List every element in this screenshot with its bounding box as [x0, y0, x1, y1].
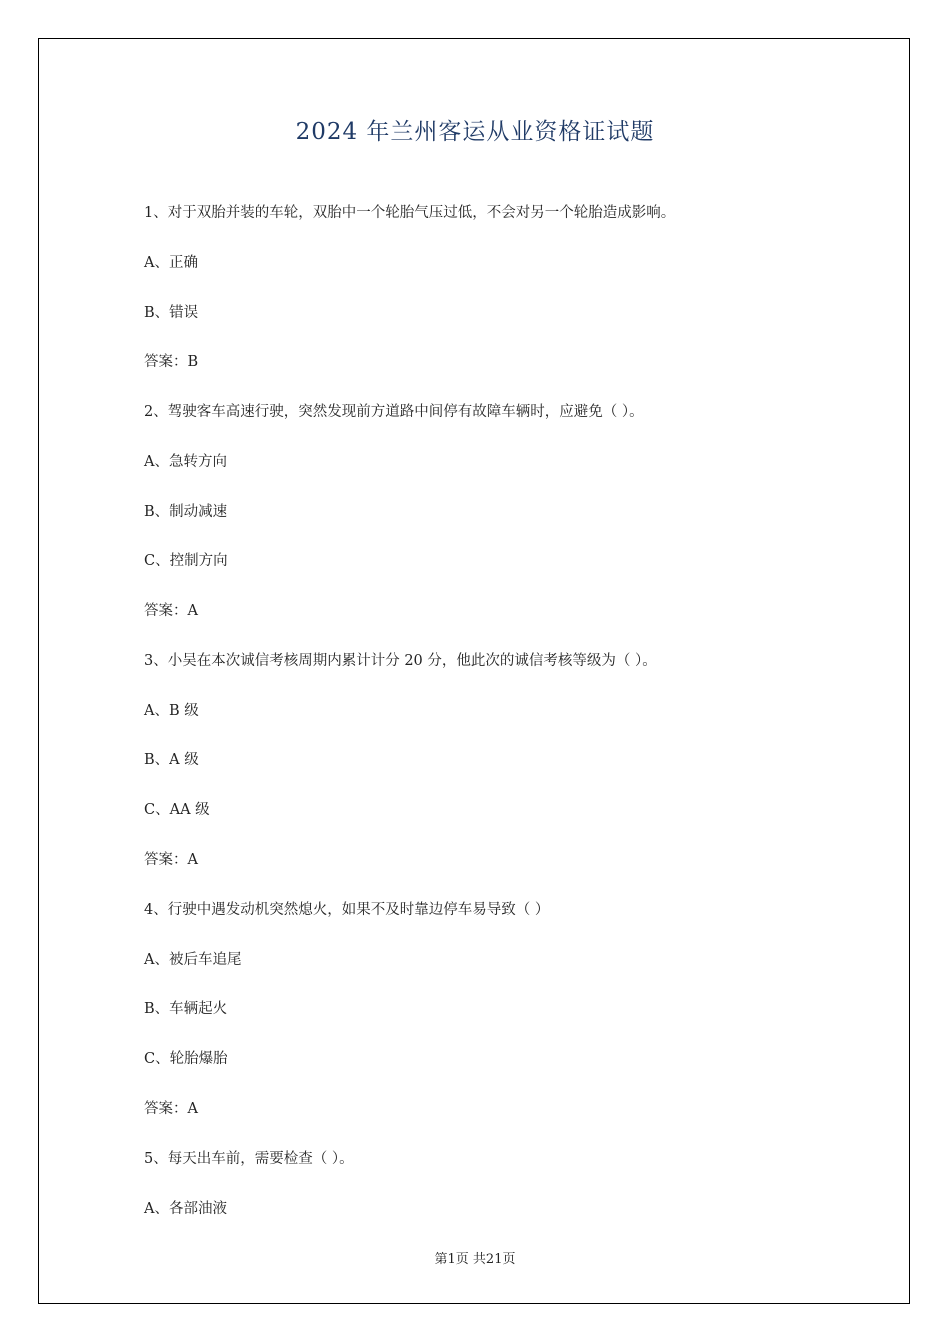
question-3-answer: 答案：A [144, 852, 198, 868]
question-4-text: 4、行驶中遇发动机突然熄火，如果不及时靠边停车易导致（ ） [144, 902, 550, 918]
question-1-answer: 答案：B [144, 354, 199, 370]
question-3-text: 3、小吴在本次诚信考核周期内累计计分 20 分，他此次的诚信考核等级为（ ）。 [144, 653, 657, 669]
question-4-option-a: A、被后车追尾 [144, 952, 242, 968]
question-1-option-b: B、错误 [144, 305, 199, 321]
question-4-option-c: C、轮胎爆胎 [144, 1051, 228, 1067]
question-3-option-a: A、B 级 [144, 703, 199, 719]
question-1-text: 1、对于双胎并装的车轮，双胎中一个轮胎气压过低，不会对另一个轮胎造成影响。 [144, 205, 676, 221]
question-4-answer: 答案：A [144, 1101, 198, 1117]
question-3-option-b: B、A 级 [144, 752, 199, 768]
question-2-text: 2、驾驶客车高速行驶，突然发现前方道路中间停有故障车辆时，应避免（ ）。 [144, 404, 644, 420]
question-3-option-c: C、AA 级 [144, 802, 210, 818]
question-2-option-c: C、控制方向 [144, 553, 228, 569]
question-2-option-a: A、急转方向 [144, 454, 227, 470]
document-title: 2024 年兰州客运从业资格证试题 [295, 119, 655, 145]
page-footer: 第1页 共21页 [434, 1252, 516, 1267]
question-5-text: 5、每天出车前，需要检查（ ）。 [144, 1151, 354, 1167]
question-5-option-a: A、各部油液 [144, 1201, 227, 1217]
question-4-option-b: B、车辆起火 [144, 1001, 228, 1017]
question-2-answer: 答案：A [144, 603, 198, 619]
question-1-option-a: A、正确 [144, 255, 198, 271]
question-2-option-b: B、制动减速 [144, 504, 228, 520]
